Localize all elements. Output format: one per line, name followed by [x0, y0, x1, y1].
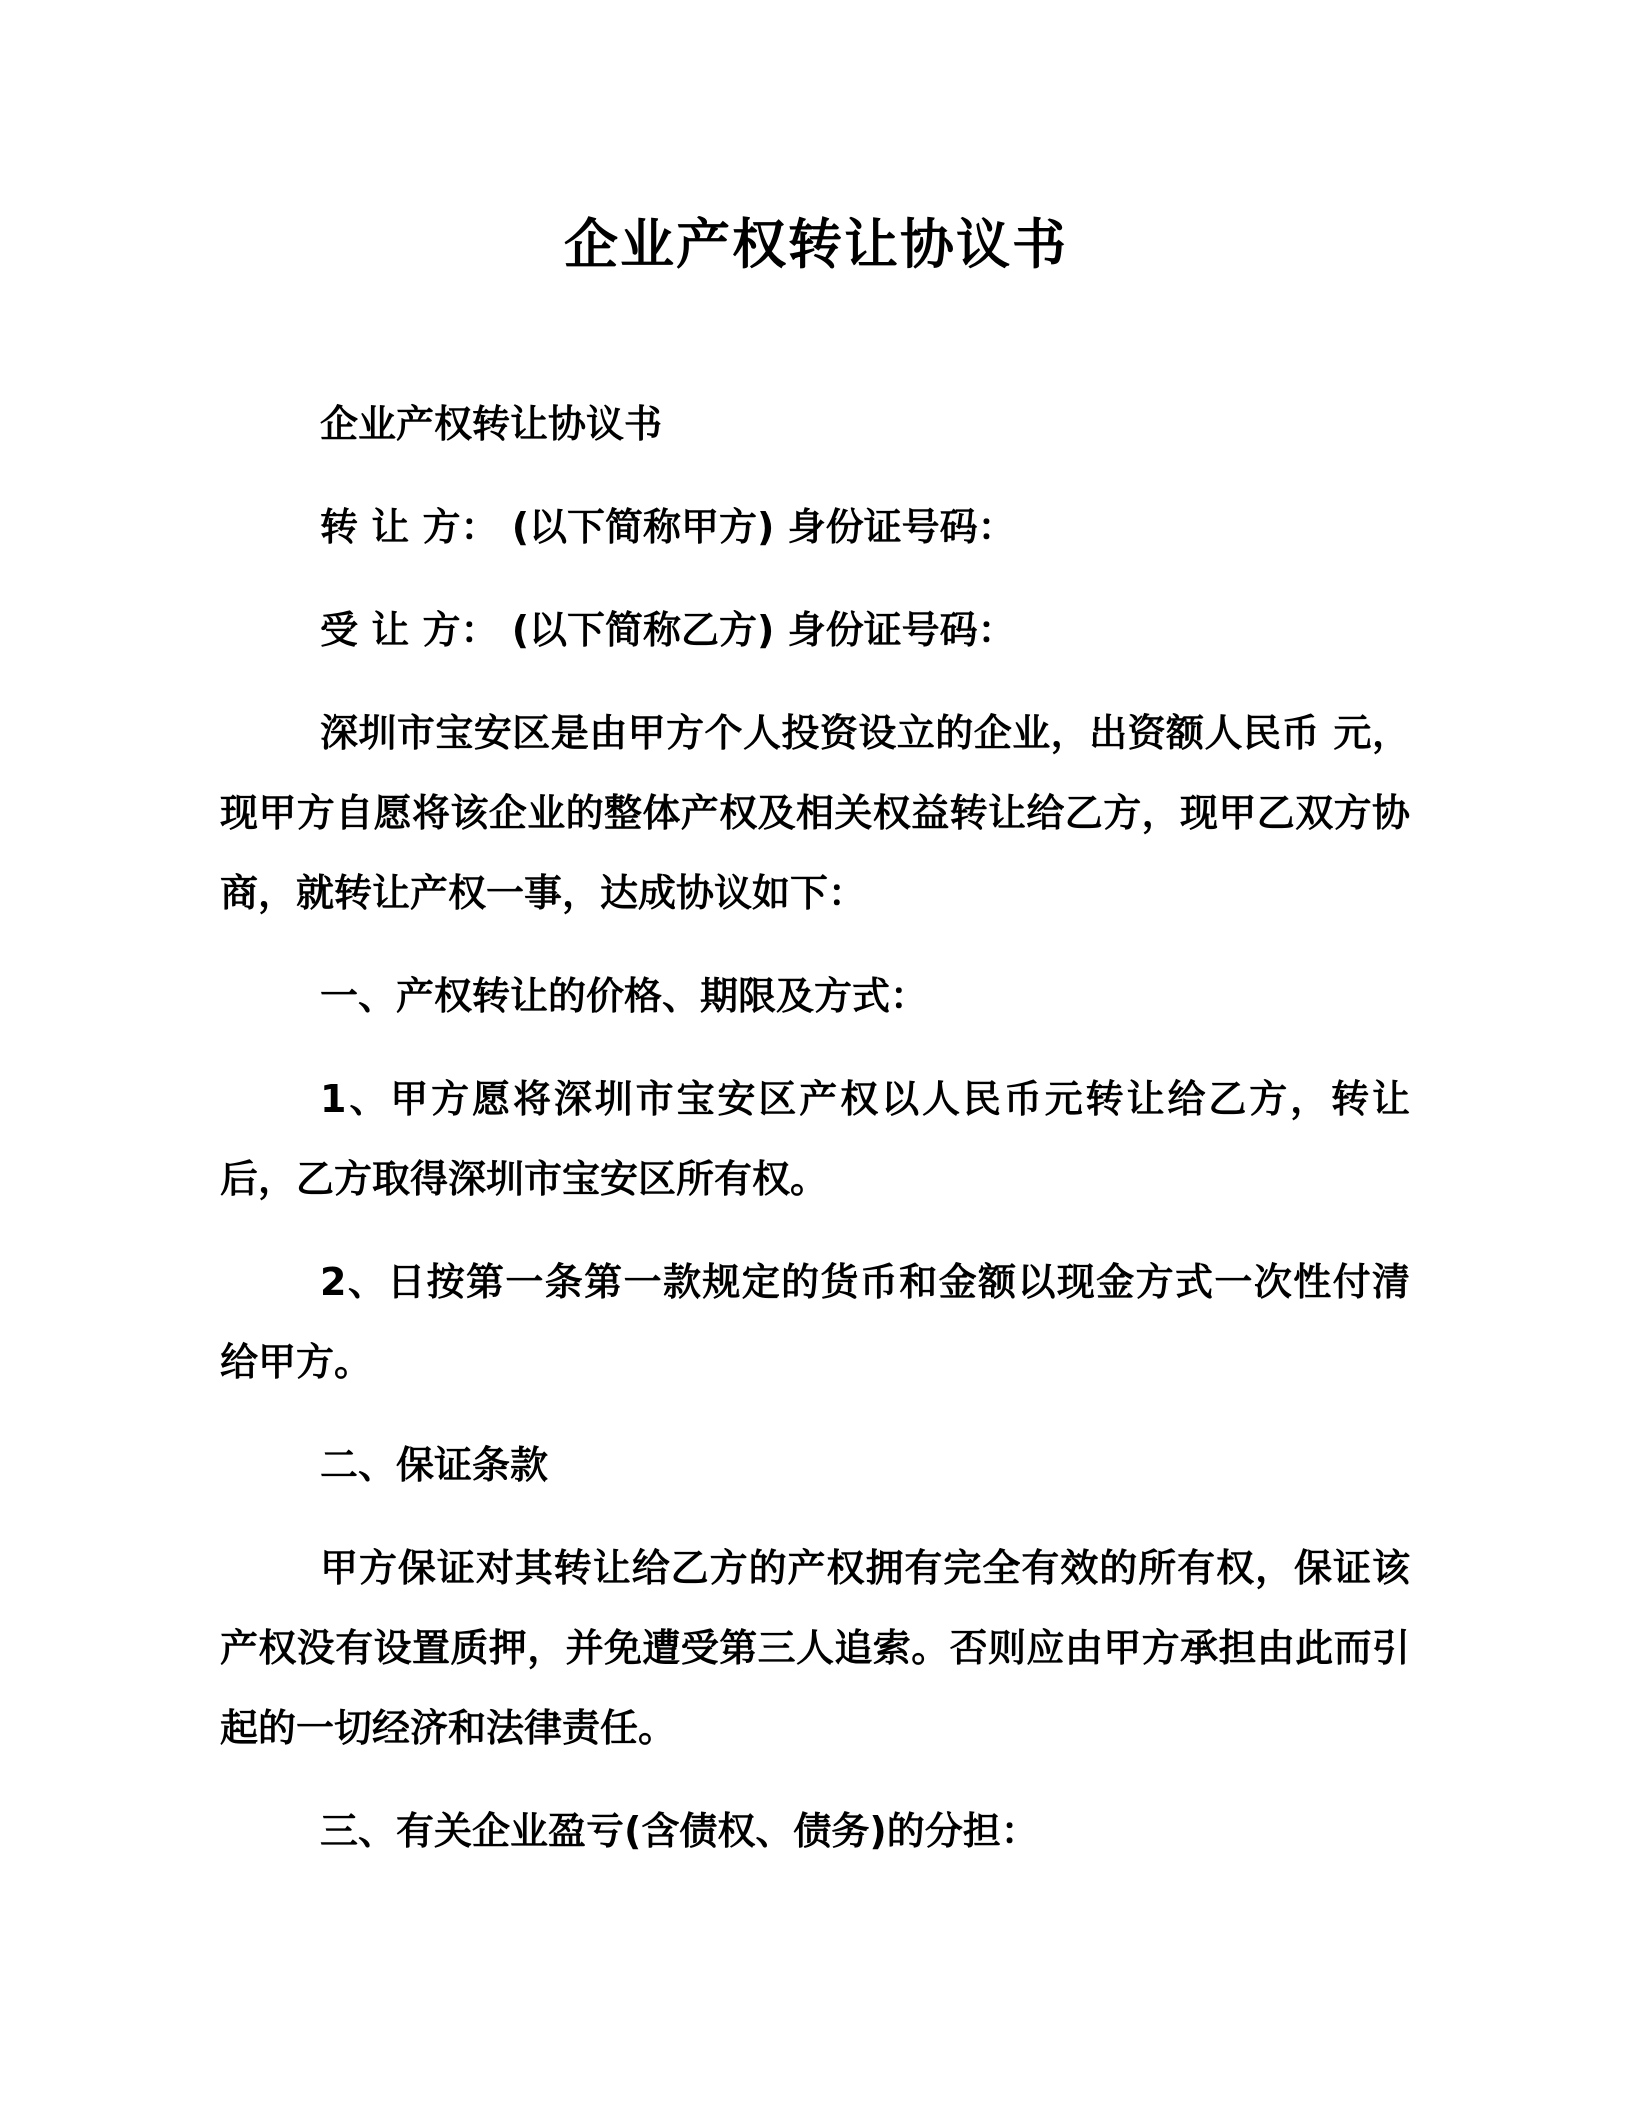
document-body	[220, 384, 1410, 1894]
paragraph-section-3-heading: 三、有关企业盈亏(含债权、债务)的分担：	[320, 1809, 1039, 1853]
document-title: 企业产权转让协议书	[564, 213, 1068, 276]
paragraph-doc-subtitle: 企业产权转让协议书	[320, 402, 663, 446]
paragraph-transferee-line: 受 让 方： (以下简称乙方) 身份证号码：	[320, 608, 1016, 652]
paragraph-preamble: 深圳市宝安区是由甲方个人投资设立的企业，出资额人民币 元，现甲方自愿将该企业的整体产权及相关权益转让给乙方，现甲乙双方协商，就转让产权一事，达成协议如下：	[220, 711, 1410, 915]
paragraph-clause-1-2: 2、日按第一条第一款规定的货币和金额以现金方式一次性付清给甲方。	[220, 1260, 1410, 1384]
paragraph-transferor-line: 转 让 方： (以下简称甲方) 身份证号码：	[320, 505, 1016, 549]
paragraph-clause-1-1: 1、甲方愿将深圳市宝安区产权以人民币元转让给乙方，转让后，乙方取得深圳市宝安区所有权。	[220, 1077, 1410, 1201]
paragraph-section-2-heading: 二、保证条款	[320, 1443, 549, 1487]
paragraph-section-1-heading: 一、产权转让的价格、期限及方式：	[320, 974, 929, 1018]
paragraph-clause-2-1: 甲方保证对其转让给乙方的产权拥有完全有效的所有权，保证该产权没有设置质押，并免遭受第三人追索。否则应由甲方承担由此而引起的一切经济和法律责任。	[220, 1546, 1410, 1750]
